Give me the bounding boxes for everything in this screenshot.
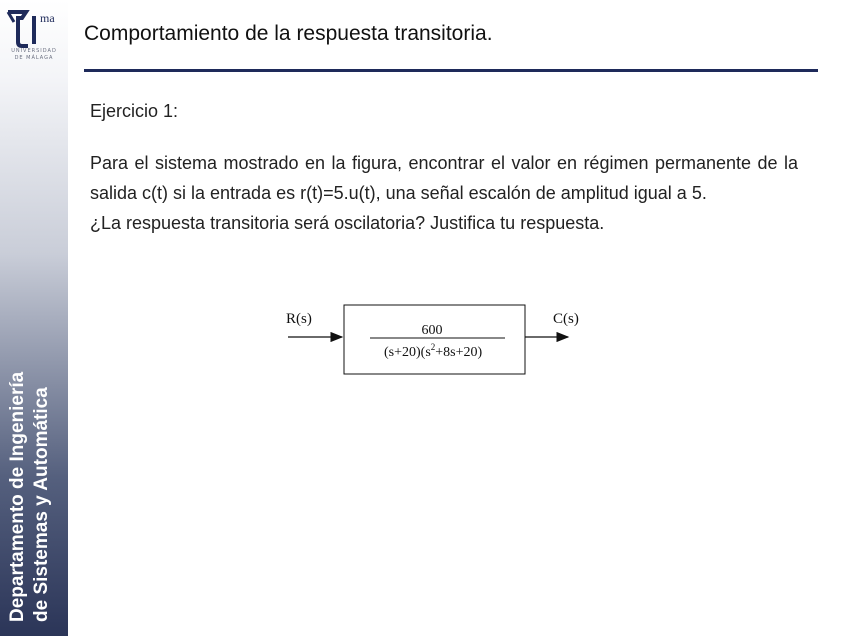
department-name [6,372,54,622]
tf-denominator-exp: 2 [430,342,436,352]
department-line1: Departamento de Ingeniería [7,371,28,622]
exercise-paragraph: Para el sistema mostrado en la figura, encontrar el valor en régimen permanente de la salida c(t) si la entrada es r(t)=5.u(t), una señal escalón de amplitud igual a 5. [90,153,798,203]
exercise-question: ¿La respuesta transitoria será oscilatoria? Justifica tu respuesta. [90,213,605,233]
transfer-function-block [344,305,525,374]
title-underline [84,69,818,72]
tf-numerator: 600 [421,323,443,338]
block-diagram [280,300,600,385]
exercise-heading: Ejercicio 1: [90,101,179,121]
logo-text: ma [40,11,55,25]
sidebar [0,0,68,636]
output-label: C(s) [553,311,579,327]
logo-subtitle [3,48,65,62]
department-line2: de Sistemas y Automática [31,387,52,622]
logo-sub-line2: DE MÁLAGA [14,55,54,61]
slide-title: Comportamiento de la respuesta transitoria. [84,22,493,45]
logo-sub-line1: UNIVERSIDAD [11,48,57,54]
tf-denominator-part2: +8s+20) [435,345,483,360]
input-label: R(s) [286,311,312,327]
exercise-text [90,148,798,238]
tf-denominator-part1: (s+20)(s [384,345,431,360]
